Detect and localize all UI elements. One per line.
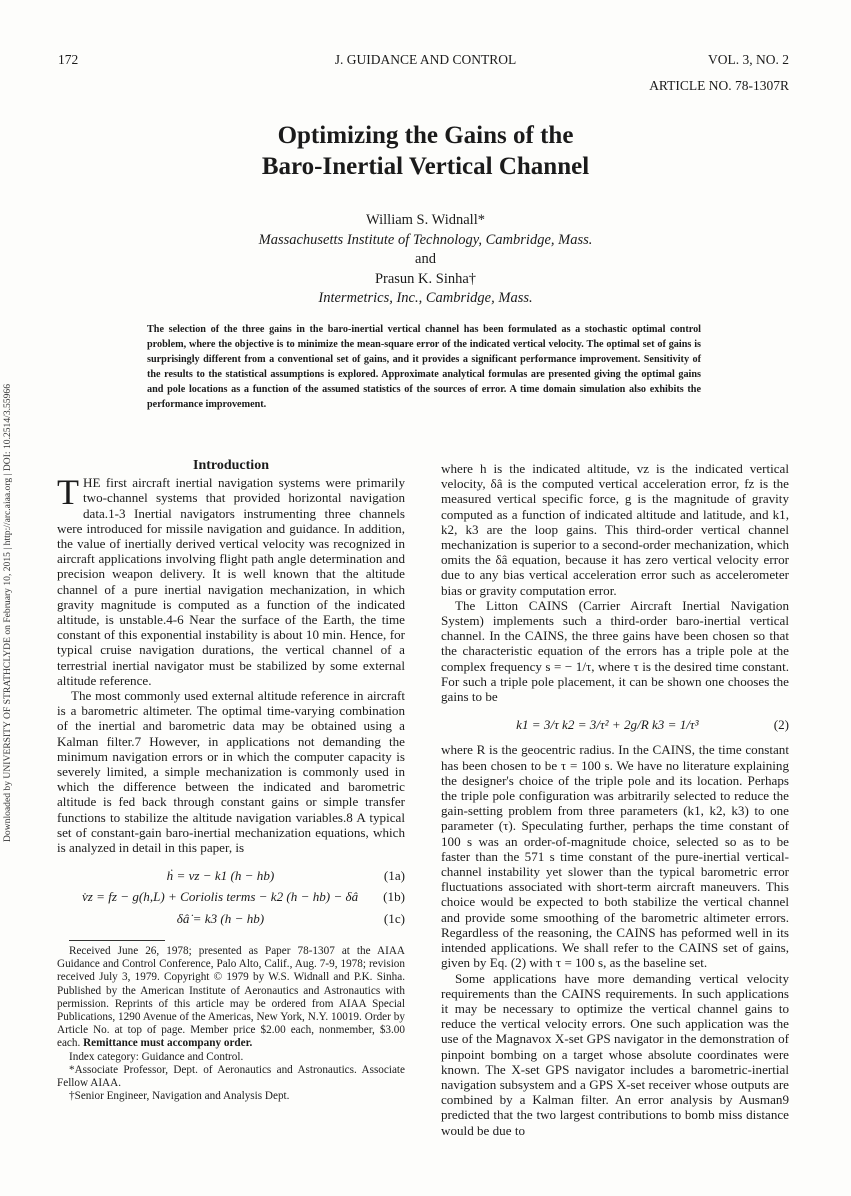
paper-title: [0, 120, 851, 182]
section-heading-introduction: Introduction: [193, 458, 269, 473]
footnote-senior: †Senior Engineer, Navigation and Analysis Dept.: [69, 1090, 290, 1103]
footnote-text: Received June 26, 1978; presented as Paper 78-1307 at the AIAA Guidance and Control Conference, Palo Alto, Calif., Aug. 7-9, 1978; revision received July 3, 1979. Copyright © 1979 by W.S. Widnall and P.K. Sinha. Published by the American Institute of Aeronautics and Astronautics with permission. Reprints of this article may be ordered from AIAA Special Publications, 1290 Avenue of the Americas, New York, N.Y. 10019. Order by Article No. at top of page. Member price $2.00 each, nonmember, $3.00 each.: [57, 944, 405, 1050]
affiliation-1: Massachusetts Institute of Technology, Cambridge, Mass.: [258, 231, 593, 248]
equation-number: (1b): [383, 889, 405, 905]
paragraph: Some applications have more demanding vertical velocity requirements than the CAINS requirements. In such applications it may be necessary to optimize the vertical channel gains to reduce the vertical velocity errors. One such application was the use of the Magnavox X-set GPS navigator in the demonstration of pinpoint bombing on a target whose absolute coordinates were known. The X-set GPS navigator includes a barometric-inertial navigation subsystem and a GPS X-set receiver whose outputs are combined by a Kalman filter. An error analysis by Ausman9 predicted that the two largest contributions to bomb miss distance would be due to: [441, 970, 789, 1138]
equation-1c: [57, 911, 405, 926]
paragraph-text: HE first aircraft inertial navigation systems were primarily two-channel systems that provided horizontal navigation data.1-3 Inertial navigators instrumenting three channels were introduced for missile navigation and guidance. In addition, the value of inertially derived vertical velocity was recognized in aircraft applications involving flight path angle determination and precision weapon delivery. It is well known that the altitude channel of a pure inertial navigation mechanization, in which gravity magnitude is computed as a function of the indicated altitude, is unstable.4-6 Near the surface of the Earth, the time constant of this exponential instability is about 10 min. Hence, for typical cruise navigation durations, the vertical channel of a terrestrial inertial navigator must be stabilized by some external altitude reference.: [57, 475, 405, 688]
download-watermark: Downloaded by UNIVERSITY OF STRATHCLYDE on February 10, 2015 | http://arc.aiaa.org | DOI: 10.2514/3.55966: [2, 384, 13, 842]
footnote-received: [57, 945, 405, 1051]
paragraph: The most commonly used external altitude reference in aircraft is a barometric altimeter. The optimal time-varying combination of the inertial and barometric data may be obtained using a Kalman filter.7 However, in applications not demanding the minimum navigation errors or in which the computer capacity is severely limited, a simple mechanization is commonly used in which the difference between the indicated and barometric altitude is fed back through constant gains or simple transfer functions to stabilize the altitude navigation variables.8 A typical set of constant-gain baro-inertial mechanization equations, which is analyzed in detail in this paper, is: [57, 688, 405, 856]
paragraph: The Litton CAINS (Carrier Aircraft Inertial Navigation System) implements such a third-order baro-inertial vertical channel. In the CAINS, the three gains have been chosen so that the characteristic equation of the errors has a triple pole at the complex frequency s = − 1/τ, where τ is the desired time constant. For such a triple pole placement, it can be shown one chooses the gains to be: [441, 597, 789, 705]
page-number: 172: [58, 52, 79, 67]
journal-name: J. GUIDANCE AND CONTROL: [334, 52, 517, 67]
footnotes: [57, 945, 405, 1103]
title-line-1: Optimizing the Gains of the: [277, 122, 574, 149]
equation-number: (1c): [383, 910, 405, 926]
title-line-2: Baro-Inertial Vertical Channel: [261, 153, 590, 180]
right-column: [441, 461, 789, 1138]
paragraph: where h is the indicated altitude, vz is the indicated vertical velocity, δâ is the computed vertical acceleration error, fz is the measured vertical specific force, g is the magnitude of gravity computed as a function of indicated altitude and latitude, and k1, k2, k3 are the loop gains. This third-order vertical channel mechanization is superior to a second-order mechanization, which omits the δâ equation, because it has zero vertical velocity error due to any bias vertical acceleration error such as accelerometer bias or gravity computation error.: [441, 461, 789, 598]
equation-number: (1a): [383, 868, 405, 884]
equation-body: v̇z = fz − g(h,L) + Coriolis terms − k2 (h − hb) − δâ: [81, 889, 359, 905]
volume-info: VOL. 3, NO. 2: [708, 52, 789, 67]
left-column: [57, 458, 405, 1103]
equation-body: δâ̇ = k3 (h − hb): [176, 910, 265, 926]
article-number: ARTICLE NO. 78-1307R: [649, 78, 789, 93]
author-1: William S. Widnall*: [366, 212, 485, 228]
equation-body: k1 = 3/τ k2 = 3/τ² + 2g/R k3 = 1/τ³: [516, 717, 699, 733]
equation-number: (2): [773, 717, 789, 733]
author-block: [0, 211, 851, 309]
footnote-remittance: Remittance must accompany order.: [83, 1037, 253, 1050]
paragraph: [57, 472, 405, 688]
affiliation-2: Intermetrics, Inc., Cambridge, Mass.: [318, 290, 533, 307]
drop-cap: T: [57, 472, 79, 513]
paragraph: where R is the geocentric radius. In the CAINS, the time constant has been chosen to be τ = 100 s. We have no literature explaining the designer's choice of the triple pole and its location. Perhaps the triple pole configuration was arbitrarily selected to reduce the gain-setting problem from three parameters (k1, k2, k3) to one parameter (τ). Speculating further, perhaps the time constant of 100 s was an order-of-magnitude choice, selected so as to be faster than the 571 s time constant of the pure-inertial vertical-channel instability yet slower than the typical barometric error fluctuations associated with short-term aircraft maneuvers. This choice would be expected to both stabilize the vertical channel and provide some smoothing of the barometric altimeter errors. Regardless of the reasoning, the CAINS has peformed well in its intended applications. We shall refer to the CAINS set of gains, given by Eq. (2) with τ = 100 s, as the baseline set.: [441, 742, 789, 971]
equation-1b: [57, 889, 405, 904]
author-2: Prasun K. Sinha†: [374, 270, 477, 287]
abstract: The selection of the three gains in the baro-inertial vertical channel has been formulated as a stochastic optimal control problem, where the objective is to minimize the mean-square error of the indicated vertical velocity. The optimal set of gains is surprisingly different from a conventional set of gains, and it provides a significant performance improvement. Sensitivity of the results to the statistical assumptions is explored. Approximate analytical formulas are presented giving the optimal gains and pole locations as a function of the assumed statistics of the sources of error. A time domain simulation also exhibits the performance improvement.: [147, 324, 701, 411]
equation-1a: [57, 868, 405, 883]
footnote-index: Index category: Guidance and Control.: [69, 1050, 244, 1063]
footnote-associate: *Associate Professor, Dept. of Aeronautics and Astronautics. Associate Fellow AIAA.: [57, 1063, 405, 1089]
equation-2: [441, 717, 789, 732]
author-conjunction: and: [415, 251, 436, 268]
footnote-divider: [69, 940, 165, 941]
equation-body: ḣ = vz − k1 (h − hb): [166, 868, 275, 884]
